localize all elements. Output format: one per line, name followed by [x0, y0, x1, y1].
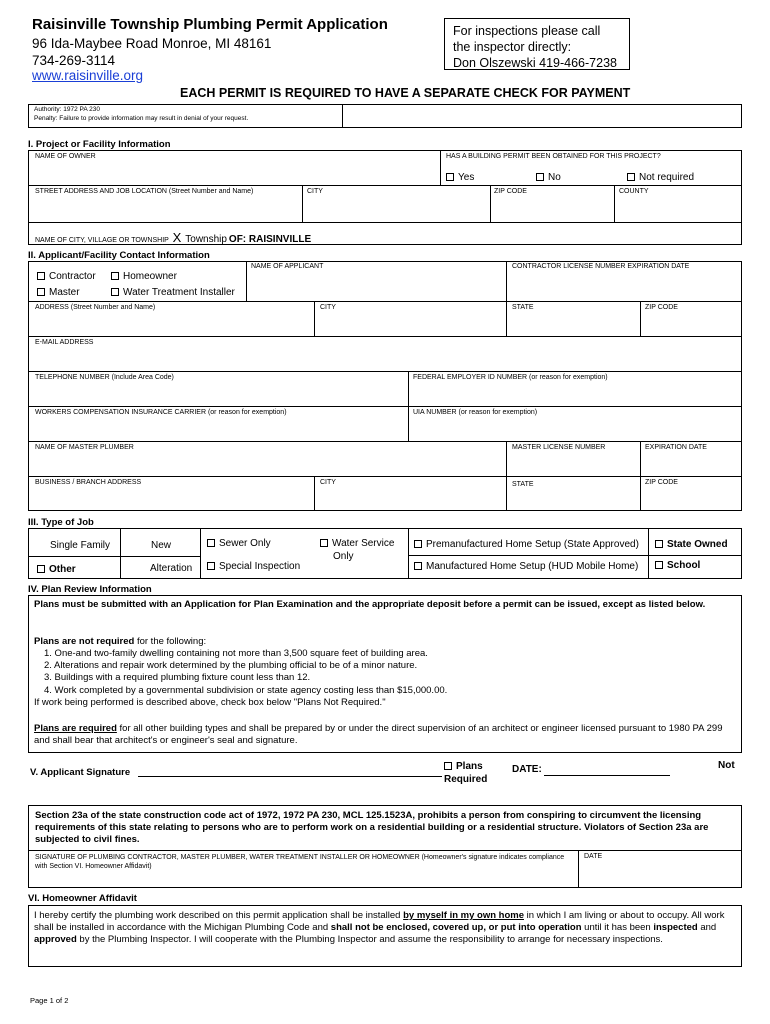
- school-checkbox[interactable]: School: [655, 560, 700, 571]
- owner-name-label: NAME OF OWNER: [35, 153, 96, 160]
- if-work-described: If work being performed is described above, check box below "Plans Not Required.": [34, 697, 386, 708]
- township-of-raisinville: OF: RAISINVILLE: [228, 234, 312, 245]
- checkbox-icon: [111, 272, 119, 280]
- city-label: CITY: [320, 479, 336, 486]
- applicant-name-label: NAME OF APPLICANT: [251, 263, 324, 270]
- section-23a-text: Section 23a of the state construction code act of 1972, 1972 PA 230, MCL 125.1523A, prohibits a person from conspiring to circumvent the licensing requirements of this state relating to persons who are to perform work on a residential building or a residential structure. Violators of Section 23a are subjected to civil fines.: [35, 810, 709, 845]
- special-inspection-checkbox[interactable]: Special Inspection: [207, 561, 300, 572]
- checkbox-icon: [414, 562, 422, 570]
- date-label: DATE:: [512, 764, 542, 775]
- owner-name-field[interactable]: [36, 163, 436, 183]
- permit-yes-checkbox[interactable]: Yes: [446, 172, 474, 183]
- township-website-link[interactable]: www.raisinville.org: [32, 68, 144, 83]
- checkbox-icon: [536, 173, 544, 181]
- checkbox-icon: [37, 272, 45, 280]
- separate-check-notice: EACH PERMIT IS REQUIRED TO HAVE A SEPARATE CHECK FOR PAYMENT: [180, 86, 631, 100]
- state-label: STATE: [512, 481, 534, 488]
- single-family-option[interactable]: Single Family: [50, 540, 111, 551]
- city-label: CITY: [320, 304, 336, 311]
- water-service-checkbox[interactable]: Water Service Only: [320, 537, 394, 563]
- business-address-label: BUSINESS / BRANCH ADDRESS: [35, 479, 142, 486]
- city-village-township-label: NAME OF CITY, VILLAGE OR TOWNSHIP: [35, 237, 169, 244]
- date-label: DATE: [584, 853, 603, 860]
- penalty-text: Penalty: Failure to provide information may result in denial of your request.: [34, 115, 249, 122]
- city-village-township-row: [35, 230, 311, 245]
- township-phone: 734-269-3114: [32, 53, 116, 68]
- manufactured-checkbox[interactable]: Manufactured Home Setup (HUD Mobile Home): [414, 561, 638, 572]
- checkbox-icon: [444, 762, 452, 770]
- plan-review-intro: Plans must be submitted with an Application for Plan Examination and the appropriate deposit before a permit can be issued, except as listed below.: [34, 599, 706, 610]
- not-label: Not: [718, 760, 735, 771]
- homeowner-checkbox[interactable]: Homeowner: [111, 271, 177, 282]
- township-word: Township: [185, 234, 227, 245]
- checkbox-icon: [446, 173, 454, 181]
- township-address: 96 Ida-Maybee Road Monroe, MI 48161: [32, 36, 272, 51]
- state-owned-checkbox[interactable]: State Owned: [655, 539, 728, 550]
- zip-label: ZIP CODE: [494, 188, 527, 195]
- expiration-label: EXPIRATION DATE: [645, 444, 707, 451]
- sewer-only-checkbox[interactable]: Sewer Only: [207, 538, 271, 549]
- township-x-mark: X: [172, 230, 182, 245]
- inspection-contact-box: [444, 18, 630, 70]
- new-option[interactable]: New: [151, 540, 172, 551]
- county-label: COUNTY: [619, 188, 649, 195]
- exemption-item-3: 3. Buildings with a required plumbing fixture count less than 12.: [44, 672, 311, 683]
- exemption-item-2: 2. Alterations and repair work determined by the plumbing official to be of a minor nature.: [44, 660, 418, 671]
- inspection-line-3: Don Olszewski 419-466-7238: [453, 56, 617, 70]
- checkbox-icon: [655, 561, 663, 569]
- other-checkbox[interactable]: Other: [37, 564, 76, 575]
- email-label: E-MAIL ADDRESS: [35, 339, 94, 346]
- water-treatment-checkbox[interactable]: Water Treatment Installer: [111, 287, 235, 298]
- street-address-label: STREET ADDRESS AND JOB LOCATION (Street Number and Name): [35, 188, 254, 195]
- homeowner-affidavit-text: I hereby certify the plumbing work described on this permit application shall be installed by myself in my own home in which I am living or about to occupy. All work shall be installed in accordance with the Michigan Plumbing Code and shall not be enclosed, covered up, or put into operation until it has been inspected and approved by the Plumbing Inspector. I will cooperate with the Plumbing Inspector and assume the responsibility to arrange for necessary inspections.: [34, 910, 725, 945]
- page-number: Page 1 of 2: [30, 996, 69, 1005]
- master-plumber-label: NAME OF MASTER PLUMBER: [35, 444, 134, 451]
- section-6-title: VI. Homeowner Affidavit: [28, 893, 137, 904]
- section-3-title: III. Type of Job: [28, 517, 94, 528]
- form-title: Raisinville Township Plumbing Permit Application: [32, 16, 388, 33]
- checkbox-icon: [320, 539, 328, 547]
- plans-not-required-heading: Plans are not required for the following:: [34, 636, 207, 647]
- checkbox-icon: [627, 173, 635, 181]
- checkbox-icon: [414, 540, 422, 548]
- telephone-label: TELEPHONE NUMBER (Include Area Code): [35, 374, 174, 381]
- city-label: CITY: [307, 188, 323, 195]
- exemption-item-4: 4. Work completed by a governmental subdivision or state agency costing less than $15,000.00.: [44, 685, 448, 696]
- master-license-label: MASTER LICENSE NUMBER: [512, 444, 606, 451]
- signature-label: SIGNATURE OF PLUMBING CONTRACTOR, MASTER PLUMBER, WATER TREATMENT INSTALLER OR HOMEOWNER (Homeowner's signature indicates compliance with Section VI. Homeowner Affidavit): [35, 854, 565, 870]
- authority-text: Authority: 1972 PA 230: [34, 106, 101, 113]
- premanufactured-checkbox[interactable]: Premanufactured Home Setup (State Approved): [414, 539, 639, 550]
- building-permit-question: HAS A BUILDING PERMIT BEEN OBTAINED FOR THIS PROJECT?: [446, 153, 661, 160]
- master-checkbox[interactable]: Master: [37, 287, 80, 298]
- plans-not-required-checkbox[interactable]: Plans Required: [444, 761, 488, 785]
- inspection-line-1: For inspections please call: [453, 24, 601, 38]
- section-5-title: V. Applicant Signature: [30, 767, 131, 778]
- applicant-signature-line[interactable]: [138, 776, 442, 777]
- section-4-title: IV. Plan Review Information: [28, 584, 152, 595]
- plans-required-text: Plans are required for all other building types and shall be prepared by or under the direct supervision of an architect or engineer licensed pursuant to 1980 PA 299 and shall bear that architect's or engineer's seal and signature.: [34, 723, 723, 746]
- contractor-checkbox[interactable]: Contractor: [37, 271, 96, 282]
- alteration-option[interactable]: Alteration: [150, 563, 193, 574]
- checkbox-icon: [37, 565, 45, 573]
- checkbox-icon: [655, 540, 663, 548]
- checkbox-icon: [207, 562, 215, 570]
- inspection-line-2: the inspector directly:: [453, 40, 572, 54]
- permit-no-checkbox[interactable]: No: [536, 172, 561, 183]
- zip-label: ZIP CODE: [645, 304, 678, 311]
- date-line[interactable]: [544, 775, 670, 776]
- state-label: STATE: [512, 304, 534, 311]
- section-1-title: I. Project or Facility Information: [28, 139, 171, 150]
- section-2-box: [28, 261, 742, 511]
- permit-not-required-checkbox[interactable]: Not required: [627, 172, 694, 183]
- checkbox-icon: [37, 288, 45, 296]
- zip-label: ZIP CODE: [645, 479, 678, 486]
- section-2-title: II. Applicant/Facility Contact Information: [28, 250, 210, 261]
- checkbox-icon: [207, 539, 215, 547]
- exemption-item-1: 1. One-and two-family dwelling containing not more than 3,500 square feet of building area.: [44, 648, 428, 659]
- contractor-license-label: CONTRACTOR LICENSE NUMBER EXPIRATION DATE: [512, 263, 690, 270]
- checkbox-icon: [111, 288, 119, 296]
- workers-comp-label: WORKERS COMPENSATION INSURANCE CARRIER (or reason for exemption): [35, 409, 287, 416]
- address-label: ADDRESS (Street Number and Name): [35, 304, 156, 311]
- federal-id-label: FEDERAL EMPLOYER ID NUMBER (or reason for exemption): [413, 374, 608, 381]
- uia-label: UIA NUMBER (or reason for exemption): [413, 409, 538, 416]
